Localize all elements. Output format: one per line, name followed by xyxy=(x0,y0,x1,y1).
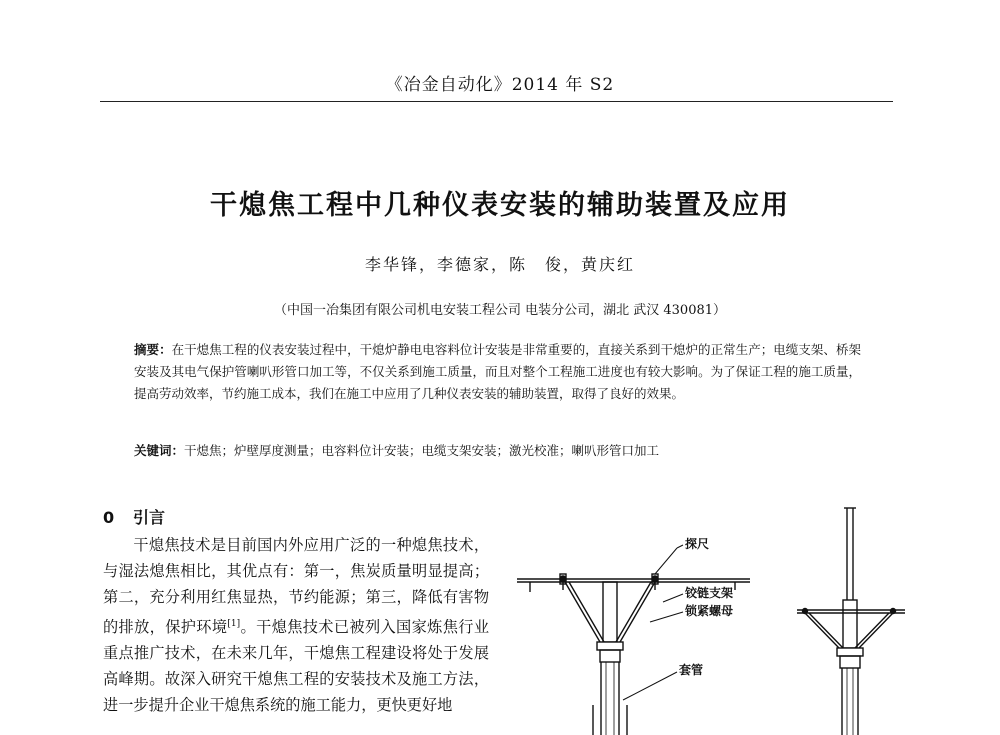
keywords xyxy=(134,441,861,461)
section-number: 0 xyxy=(103,508,115,527)
affiliation: （中国一冶集团有限公司机电安装工程公司 电装分公司，湖北 武汉 430081） xyxy=(273,303,727,318)
hinge-support-left xyxy=(565,582,600,642)
abstract-label: 摘要： xyxy=(134,342,172,357)
authors: 李华锋，李德家，陈 俊，黄庆红 xyxy=(364,255,635,274)
citation-ref: [1] xyxy=(227,618,241,629)
section-title: 引言 xyxy=(133,508,166,527)
label-hinge-support: 铰链支架 xyxy=(685,586,734,600)
body-paragraph xyxy=(103,532,489,718)
label-lock-nut: 锁紧螺母 xyxy=(685,604,734,618)
abstract-text: 在干熄焦工程的仪表安装过程中，干熄炉静电电容料位计安装是非常重要的，直接关系到干熄炉的正常生产；电缆支架、桥架安装及其电气保护管喇叭形管口加工等，不仅关系到施工质量，而且对整个工程施工进度也有较大影响。为了保证工程的施工质量，提高劳动效率，节约施工成本，我们在施工中应用了几种仪表安装的辅助装置，取得了良好的效果。 xyxy=(134,342,861,401)
figure-right-assembly xyxy=(797,508,905,735)
body-text-part1: 干熄焦技术是目前国内外应用广泛的一种熄焦技术，与湿法熄焦相比，其优点有：第一，焦炭质量明显提高；第二，充分利用红焦显热，节约能源；第三，降低有害物的排放，保护环境 xyxy=(103,536,489,636)
paper-title: 干熄焦工程中几种仪表安装的辅助装置及应用 xyxy=(210,190,790,221)
journal-header: 《冶金自动化》2014 年 S2 xyxy=(385,75,615,95)
label-sleeve: 套管 xyxy=(679,663,704,677)
abstract xyxy=(134,339,861,405)
installation-figure xyxy=(505,490,925,735)
label-ruler: 探尺 xyxy=(685,537,710,551)
header-rule xyxy=(100,101,893,102)
hinge-support-right xyxy=(620,582,655,642)
section-heading xyxy=(103,505,165,528)
figure-left-assembly xyxy=(517,545,750,735)
lock-nut xyxy=(597,642,623,650)
body-text-part2: 。干熄焦技术已被列入国家炼焦行业重点推广技术，在未来几年，干熄焦工程建设将处于发展高峰期。故深入研究干熄焦工程的安装技术及施工方法，进一步提升企业干熄焦系统的施工能力，更快更好地 xyxy=(103,617,490,715)
keywords-label: 关键词： xyxy=(134,443,185,458)
keywords-text: 干熄焦；炉壁厚度测量；电容料位计安装；电缆支架安装；激光校准；喇叭形管口加工 xyxy=(184,443,660,458)
